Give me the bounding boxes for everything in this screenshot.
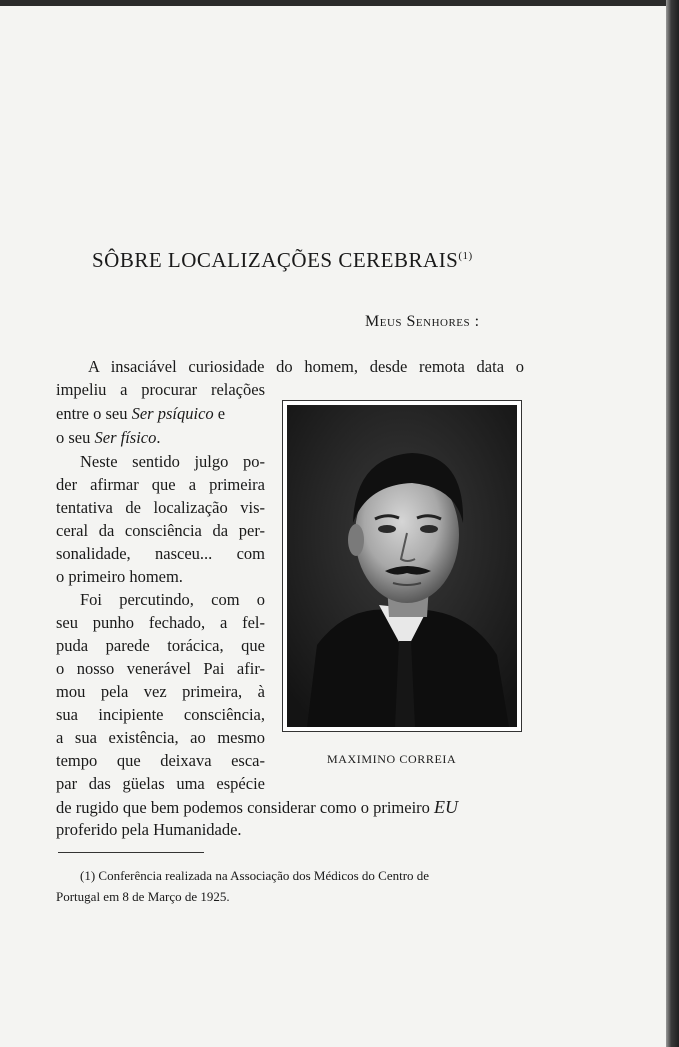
text-line: par das güelas uma espécie [56,774,265,793]
photo-caption: MAXIMINO CORREIA [327,752,457,766]
footnote-reference: (1) [458,250,473,262]
text-line [56,428,161,448]
book-spine [666,0,679,1047]
footnote-line: (1) Conferência realizada na Associação dos Médicos do Centro de [80,868,430,883]
text-line: proferido pela Humanidade. [56,820,242,839]
text-line [56,404,225,424]
italic-term: Ser psíquico [131,404,214,423]
text-line [56,797,458,818]
text-line: a sua existência, ao mesmo [56,728,265,747]
text-line: o primeiro homem. [56,567,183,586]
text-line: impeliu a procurar relações [56,380,265,399]
text-line: der afirmar que a primeira [56,475,265,494]
text-line: seu punho fechado, a fel- [56,613,265,632]
italic-term: EU [434,797,459,817]
chapter-title [92,248,473,273]
footnote-divider [58,852,204,853]
text-line: mou pela vez primeira, à [56,682,265,701]
portrait-illustration [287,405,517,727]
text-fragment: . [156,428,161,447]
text-line: A insaciável curiosidade do homem, desde remota data o [88,357,524,376]
text-fragment: de rugido que bem podemos considerar como o primeiro [56,798,435,817]
chapter-title-text: SÔBRE LOCALIZAÇÕES CEREBRAIS [92,248,459,272]
portrait-photo [287,405,517,727]
portrait-frame [282,400,522,732]
text-fragment: entre o seu [56,404,132,423]
text-line: ceral da consciência da per- [56,521,265,540]
italic-term: Ser físico [94,428,157,447]
text-line: puda parede torácica, que [56,636,265,655]
footnote-line: Portugal em 8 de Março de 1925. [56,889,230,904]
text-line: o nosso venerável Pai afir- [56,659,265,678]
text-line: sonalidade, nasceu... com [56,544,265,563]
text-fragment: o seu [56,428,95,447]
salutation: Meus Senhores : [365,313,480,330]
text-line: sua incipiente consciência, [56,705,265,724]
text-fragment: e [213,404,226,423]
text-line: Foi percutindo, com o [80,590,265,609]
text-line: Neste sentido julgo po- [80,452,265,471]
text-line: tentativa de localização vis- [56,498,265,517]
text-line: tempo que deixava esca- [56,751,265,770]
